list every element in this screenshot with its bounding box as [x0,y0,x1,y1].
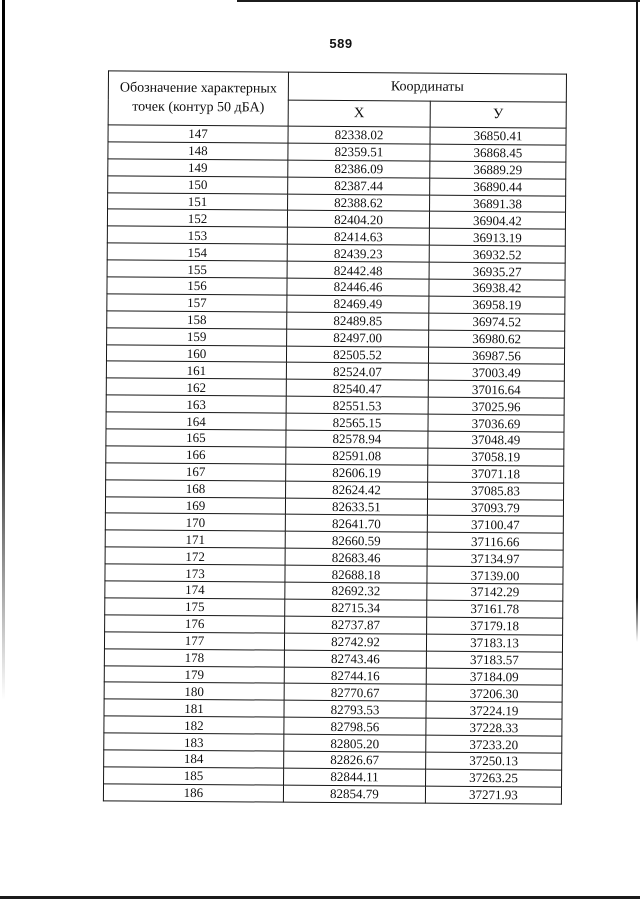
x-cell: 82551.53 [286,396,428,414]
x-cell: 82742.92 [284,633,426,651]
y-cell: 37048.49 [428,431,564,449]
scan-top-edge-line [237,0,640,2]
point-cell: 172 [105,547,285,565]
y-cell: 37025.96 [428,397,564,415]
point-cell: 177 [104,632,284,650]
x-cell: 82469.49 [287,295,429,313]
x-cell: 82489.85 [287,312,429,330]
scan-left-edge-line [2,0,5,700]
point-cell: 150 [108,176,288,194]
x-cell: 82578.94 [286,430,428,448]
point-cell: 163 [106,395,286,413]
y-cell: 36868.45 [430,144,566,162]
y-cell: 37179.18 [427,617,563,635]
x-cell: 82844.11 [284,768,426,786]
point-column-header-line1: Обозначение характерных [119,80,277,97]
x-cell: 82404.20 [287,211,429,229]
x-cell: 82388.62 [288,194,430,212]
point-cell: 152 [107,209,287,227]
x-cell: 82798.56 [284,717,426,735]
y-cell: 36935.27 [429,262,565,280]
point-cell: 186 [103,784,283,802]
point-cell: 148 [108,142,288,160]
y-cell: 37183.13 [426,634,562,652]
y-cell: 36889.29 [430,161,566,179]
point-cell: 155 [107,260,287,278]
x-cell: 82805.20 [284,734,426,752]
y-cell: 37071.18 [428,465,564,483]
y-cell: 37058.19 [428,448,564,466]
x-cell: 82540.47 [286,380,428,398]
coordinates-table [103,70,567,804]
point-cell: 176 [105,615,285,633]
point-cell: 179 [104,665,284,683]
point-cell: 170 [105,513,285,531]
point-cell: 171 [105,530,285,548]
point-cell: 167 [106,463,286,481]
page-number: 589 [329,36,353,51]
x-cell: 82633.51 [285,498,427,516]
x-cell: 82793.53 [284,700,426,718]
x-cell: 82641.70 [285,515,427,533]
point-cell: 184 [104,750,284,768]
point-cell: 173 [105,564,285,582]
y-cell: 36958.19 [429,296,565,314]
x-cell: 82737.87 [285,616,427,634]
point-cell: 183 [104,733,284,751]
point-cell: 151 [108,192,288,210]
y-column-header: У [430,101,566,128]
x-cell: 82606.19 [286,464,428,482]
y-cell: 37036.69 [428,414,564,432]
y-cell: 37233.20 [426,735,562,753]
point-cell: 161 [106,361,286,379]
point-cell: 159 [107,328,287,346]
x-cell: 82854.79 [283,785,425,803]
y-cell: 37263.25 [426,769,562,787]
y-cell: 37271.93 [425,786,561,804]
point-cell: 166 [106,446,286,464]
y-cell: 36913.19 [429,228,565,246]
point-cell: 153 [107,226,287,244]
y-cell: 36974.52 [429,313,565,331]
point-cell: 160 [106,344,286,362]
point-cell: 180 [104,682,284,700]
x-cell: 82386.09 [288,160,430,178]
point-cell: 182 [104,716,284,734]
y-cell: 37116.66 [427,533,563,551]
x-cell: 82715.34 [285,599,427,617]
point-cell: 178 [104,648,284,666]
x-cell: 82683.46 [285,548,427,566]
x-cell: 82591.08 [286,447,428,465]
table-header [108,71,566,128]
x-cell: 82439.23 [287,244,429,262]
y-cell: 37142.29 [427,583,563,601]
point-cell: 154 [107,243,287,261]
y-cell: 37003.49 [428,364,564,382]
point-column-header [108,71,288,126]
y-cell: 37161.78 [427,600,563,618]
y-cell: 36850.41 [430,127,566,145]
point-cell: 149 [108,159,288,177]
y-cell: 36890.44 [430,178,566,196]
x-cell: 82446.46 [287,278,429,296]
point-cell: 175 [105,598,285,616]
x-cell: 82744.16 [284,667,426,685]
y-cell: 36987.56 [428,347,564,365]
point-cell: 169 [105,496,285,514]
x-cell: 82442.48 [287,261,429,279]
y-cell: 36938.42 [429,279,565,297]
coordinates-header: Координаты [288,72,566,102]
point-cell: 168 [106,480,286,498]
x-cell: 82743.46 [284,650,426,668]
point-cell: 156 [107,277,287,295]
y-cell: 36932.52 [429,245,565,263]
x-cell: 82359.51 [288,143,430,161]
y-cell: 37093.79 [427,499,563,517]
y-cell: 37016.64 [428,381,564,399]
point-cell: 164 [106,412,286,430]
scan-bottom-edge-line [0,896,640,899]
point-cell: 185 [104,767,284,785]
x-cell: 82497.00 [287,329,429,347]
x-cell: 82688.18 [285,565,427,583]
x-cell: 82387.44 [288,177,430,195]
table-body [103,125,566,804]
y-cell: 36904.42 [429,212,565,230]
y-cell: 37139.00 [427,566,563,584]
point-column-header-line2: точек (контур 50 дБА) [132,99,265,115]
y-cell: 36980.62 [429,330,565,348]
point-cell: 181 [104,699,284,717]
x-cell: 82414.63 [287,227,429,245]
y-cell: 37100.47 [427,516,563,534]
y-cell: 37184.09 [426,668,562,686]
x-cell: 82565.15 [286,413,428,431]
y-cell: 37206.30 [426,685,562,703]
x-cell: 82624.42 [286,481,428,499]
point-cell: 157 [107,294,287,312]
y-cell: 37228.33 [426,718,562,736]
x-cell: 82524.07 [286,363,428,381]
x-cell: 82660.59 [285,532,427,550]
x-cell: 82338.02 [288,126,430,144]
point-cell: 158 [107,311,287,329]
header-row-1 [108,71,566,102]
x-cell: 82505.52 [286,346,428,364]
table-row [103,784,561,804]
point-cell: 165 [106,429,286,447]
y-cell: 37224.19 [426,701,562,719]
point-cell: 162 [106,378,286,396]
x-cell: 82826.67 [284,751,426,769]
point-cell: 147 [108,125,288,143]
x-column-header: X [288,100,430,127]
x-cell: 82692.32 [285,582,427,600]
x-cell: 82770.67 [284,684,426,702]
y-cell: 37134.97 [427,549,563,567]
y-cell: 37250.13 [426,752,562,770]
point-cell: 174 [105,581,285,599]
scan-right-edge-line [636,0,638,642]
y-cell: 36891.38 [430,195,566,213]
y-cell: 37183.57 [426,651,562,669]
y-cell: 37085.83 [428,482,564,500]
